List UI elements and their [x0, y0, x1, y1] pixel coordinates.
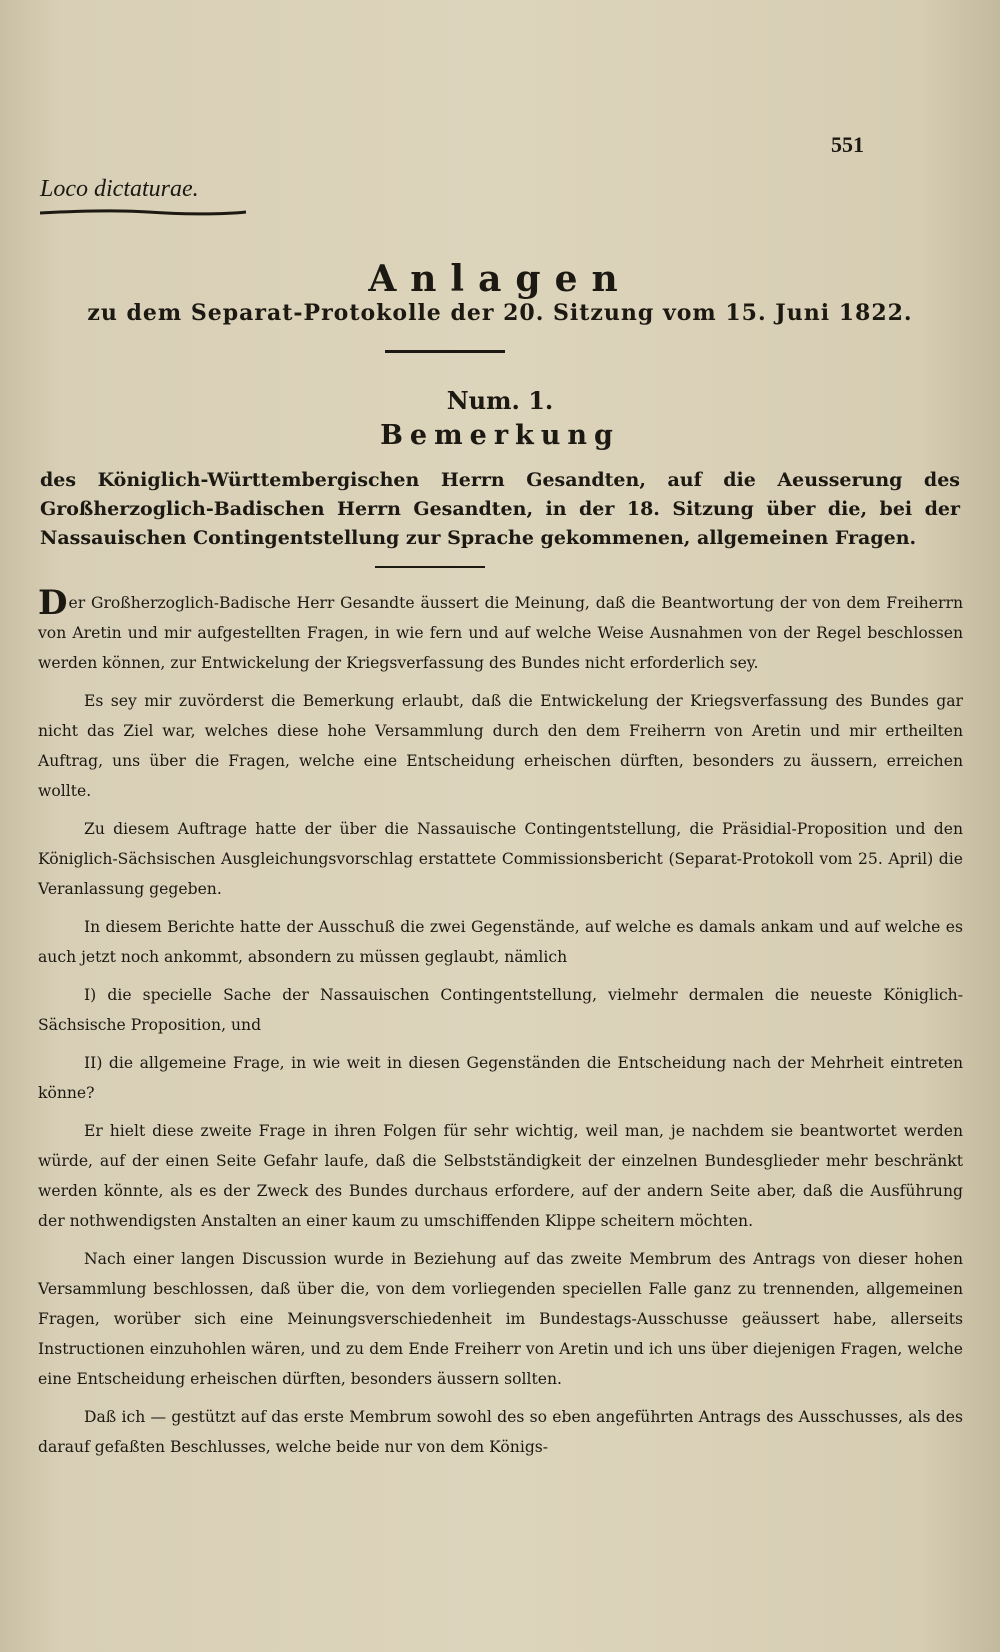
- loco-dictaturae-note: Loco dictaturae.: [40, 176, 199, 202]
- drop-cap: D: [38, 583, 68, 623]
- document-title: Anlagen: [368, 258, 632, 300]
- paragraph: Nach einer langen Discussion wurde in Beziehung auf das zweite Membrum des Antrags von dieser hohen Versammlung beschlossen, daß über die, von dem vorliegenden speciellen Falle ganz zu trennenden, allgemeinen Fragen, worüber sich eine Meinungsverschiedenheit im Bundestags-Ausschusse geäussert habe, allerseits Instructionen einzuhohlen wären, und zu dem Ende Freiherr von Aretin und ich uns über diejenigen Fragen, welche eine Entscheidung erheischen dürften, besonders äussern sollten.: [38, 1250, 963, 1388]
- divider: [375, 566, 485, 568]
- paragraph: [38, 583, 963, 678]
- paragraph: Zu diesem Auftrage hatte der über die Nassauische Contingentstellung, die Präsidial-Proposition und den Königlich-Sächsischen Ausgleichungsvorschlag erstattete Commissionsbericht (Separat-Protokoll vom 25. April) die Veranlassung gegeben.: [38, 820, 963, 898]
- divider: [385, 350, 505, 353]
- section-intro: des Königlich-Württembergischen Herrn Gesandten, auf die Aeusserung des Großherzoglich-Badischen Herrn Gesandten, in der 18. Sitzung über die, bei der Nassauischen Contingentstellung zur Sprache gekommenen, allgemeinen Fragen.: [40, 469, 960, 549]
- section-number: Num. 1.: [446, 386, 554, 415]
- paragraph: Daß ich — gestützt auf das erste Membrum sowohl des so eben angeführten Antrags des Ausschusses, als des darauf gefaßten Beschlusses, welche beide nur von dem Königs-: [38, 1408, 963, 1456]
- paragraph: Es sey mir zuvörderst die Bemerkung erlaubt, daß die Entwickelung der Kriegsverfassung des Bundes gar nicht das Ziel war, welches diese hohe Versammlung durch den dem Freiherrn von Aretin und mir ertheilten Auftrag, uns über die Fragen, welche eine Entscheidung erheischen dürften, besonders zu äussern, erreichen wollte.: [38, 692, 963, 800]
- section-heading: Bemerkung: [380, 420, 620, 451]
- paragraph: II) die allgemeine Frage, in wie weit in diesen Gegenständen die Entscheidung nach der Mehrheit eintreten könne?: [38, 1054, 963, 1102]
- paragraph: Er hielt diese zweite Frage in ihren Folgen für sehr wichtig, weil man, je nachdem sie beantwortet werden würde, auf der einen Seite Gefahr laufe, daß die Selbstständigkeit der einzelnen Bundesglieder mehr beschränkt werden könnte, als es der Zweck des Bundes durchaus erfordere, auf der andern Seite aber, daß die Ausführung der nothwendigsten Anstalten an einer kaum zu umschiffenden Klippe scheitern möchten.: [38, 1122, 963, 1230]
- document-subtitle: zu dem Separat-Protokolle der 20. Sitzung vom 15. Juni 1822.: [87, 300, 913, 326]
- paragraph-text: er Großherzoglich-Badische Herr Gesandte äussert die Meinung, daß die Beantwortung der von dem Freiherrn von Aretin und mir aufgestellten Fragen, in wie fern und auf welche Weise Ausnahmen von der Regel beschlossen werden können, zur Entwickelung der Kriegsverfassung des Bundes nicht erforderlich sey.: [38, 594, 963, 672]
- paragraph: In diesem Berichte hatte der Ausschuß die zwei Gegenstände, auf welche es damals ankam und auf welche es auch jetzt noch ankommt, absondern zu müssen geglaubt, nämlich: [38, 918, 963, 966]
- page-number: 551: [831, 132, 864, 157]
- body-text: [38, 583, 963, 1470]
- paragraph: I) die specielle Sache der Nassauischen Contingentstellung, vielmehr dermalen die neueste Königlich-Sächsische Proposition, und: [38, 986, 963, 1034]
- decorative-rule: [38, 208, 248, 218]
